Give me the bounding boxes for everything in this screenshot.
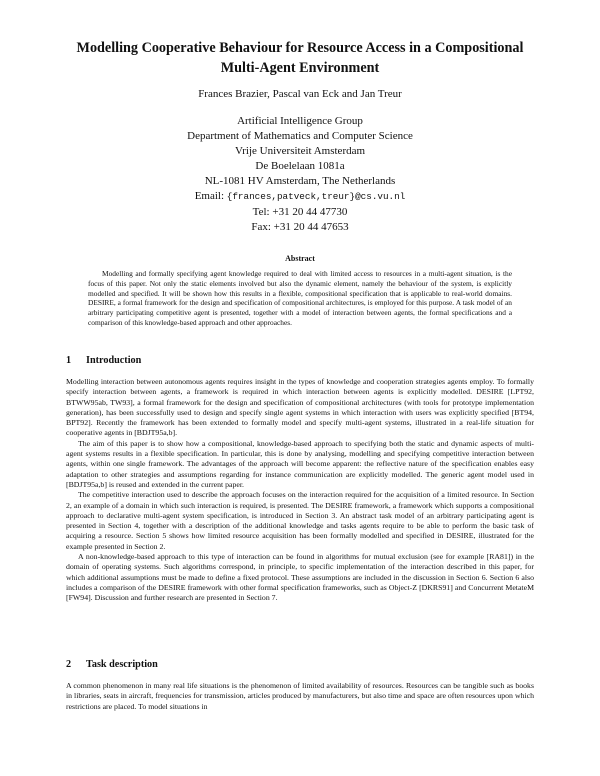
affiliation-group: Artificial Intelligence Group [237,115,363,127]
section-1-body [66,377,534,604]
abstract-text: Modelling and formally specifying agent knowledge required to deal with limited access to resources in a multi-agent situation, is the focus of this paper. Not only the static elements involved but also the dynamic element, namely the behaviour of the system, is explicitly modelled and specified. It will be shown how this results in a flexible, compositional specification that is applicable to real-world domains. DESIRE, a formal framework for the design and specification of compositional architectures, is employed for this purpose. A task model of an arbitrary participating competitive agent is presented, together with a model of interaction between agents, the formal specifications and a comparison of this knowledge-based approach and other approaches. [88,269,512,327]
paragraph: A common phenomenon in many real life situations is the phenomenon of limited availability of resources. Resources can be tangible such as books in libraries, seats in aircraft, frequencies for transmission, articles produced by manufacturers, but also time and space are often resources upon which restrictions are placed. To model situations in [66,681,534,711]
paragraph: A non-knowledge-based approach to this type of interaction can be found in algorithms for mutual exclusion (see for example [RA81]) in the domain of operating systems. Such algorithms correspond, in principle, to specific implementation of the interaction described in this paper, for which additional assumptions must be made to define a fixed protocol. These assumptions are included in the discussion in Section 6. Section 6 also includes a comparison of the DESIRE framework with other formal specification frameworks, such as Object-Z [DKRS91] and Concurrent MetateM [FW94]. Discussion and further research are presented in Section 7. [66,552,534,603]
affiliation-city: NL-1081 HV Amsterdam, The Netherlands [204,175,396,188]
paragraph: The competitive interaction used to describe the approach focuses on the interaction required for the acquisition of a limited resource. In Section 2, an example of a domain in which such interaction is required, is presented. The DESIRE framework, a framework which supports a compositional approach to declarative multi-agent system specification, is introduced in Section 3. An abstract task model of an arbitrary participating agent is presented in Section 4, together with a description of the additional knowledge and tasks agents require to be able to perform the basic task of acquiring a resource. Section 5 shows how limited resource acquisition has been formally modelled and specified in DESIRE, illustrated for the example presented in Section 2. [66,490,534,551]
section-2-body [66,681,534,712]
section-number: 1 [66,355,72,366]
paragraph: Modelling interaction between autonomous agents requires insight in the types of knowledge and cooperation strategies agents employ. To formally specify interaction between agents, a framework is required in which interaction between agents is explicitly modelled. DESIRE [LPT92, BTWW95ab, TW93], a formal framework for the design and specification of compositional architectures (with tools for prototype implementation generation), has been successfully used to design and specify single agent systems in which interaction with users was explicitly specified [BT94, BPT92]. Recently the framework has been extended to formally model and specify multi-agent systems, illustrated in a real-life situation for cooperative agents in [BDJT95a,b]. [66,377,534,438]
affiliation-tel: Tel: +31 20 44 47730 [252,205,348,218]
abstract-heading: Abstract [285,254,315,263]
section-2-heading [66,659,158,671]
affiliation-department: Department of Mathematics and Computer Science [187,130,413,143]
affiliation-email [60,189,540,204]
affiliation-fax: Fax: +31 20 44 47653 [251,220,349,233]
section-title: Introduction [86,355,142,366]
paper-title: Modelling Cooperative Behaviour for Resource Access in a Compositional Multi-Agent Environment [76,40,524,76]
email-label: Email: [194,190,225,203]
section-number: 2 [66,659,72,670]
affiliation-block [60,114,540,235]
paragraph: The aim of this paper is to show how a compositional, knowledge-based approach to specifying both the static and dynamic aspects of multi-agent systems results in a flexible specification. In particular, this is done by analysing, modelling and specifying competitive interaction between agents, within one single framework. The advantages of the approach will become apparent: the reflective nature of the specification enables easy adaptation to other strategies and assumptions regarding for instance communication are explicitly modelled. The generic agent model used in [BDJT95a,b] is reused and extended in the current paper. [66,438,534,489]
section-title: Task description [86,659,158,670]
section-1-heading [66,355,141,367]
affiliation-street: De Boelelaan 1081a [255,160,345,173]
affiliation-university: Vrije Universiteit Amsterdam [234,145,366,158]
email-address[interactable]: {frances,patveck,treur}@cs.vu.nl [226,191,406,203]
author-list: Frances Brazier, Pascal van Eck and Jan Treur [198,88,402,100]
